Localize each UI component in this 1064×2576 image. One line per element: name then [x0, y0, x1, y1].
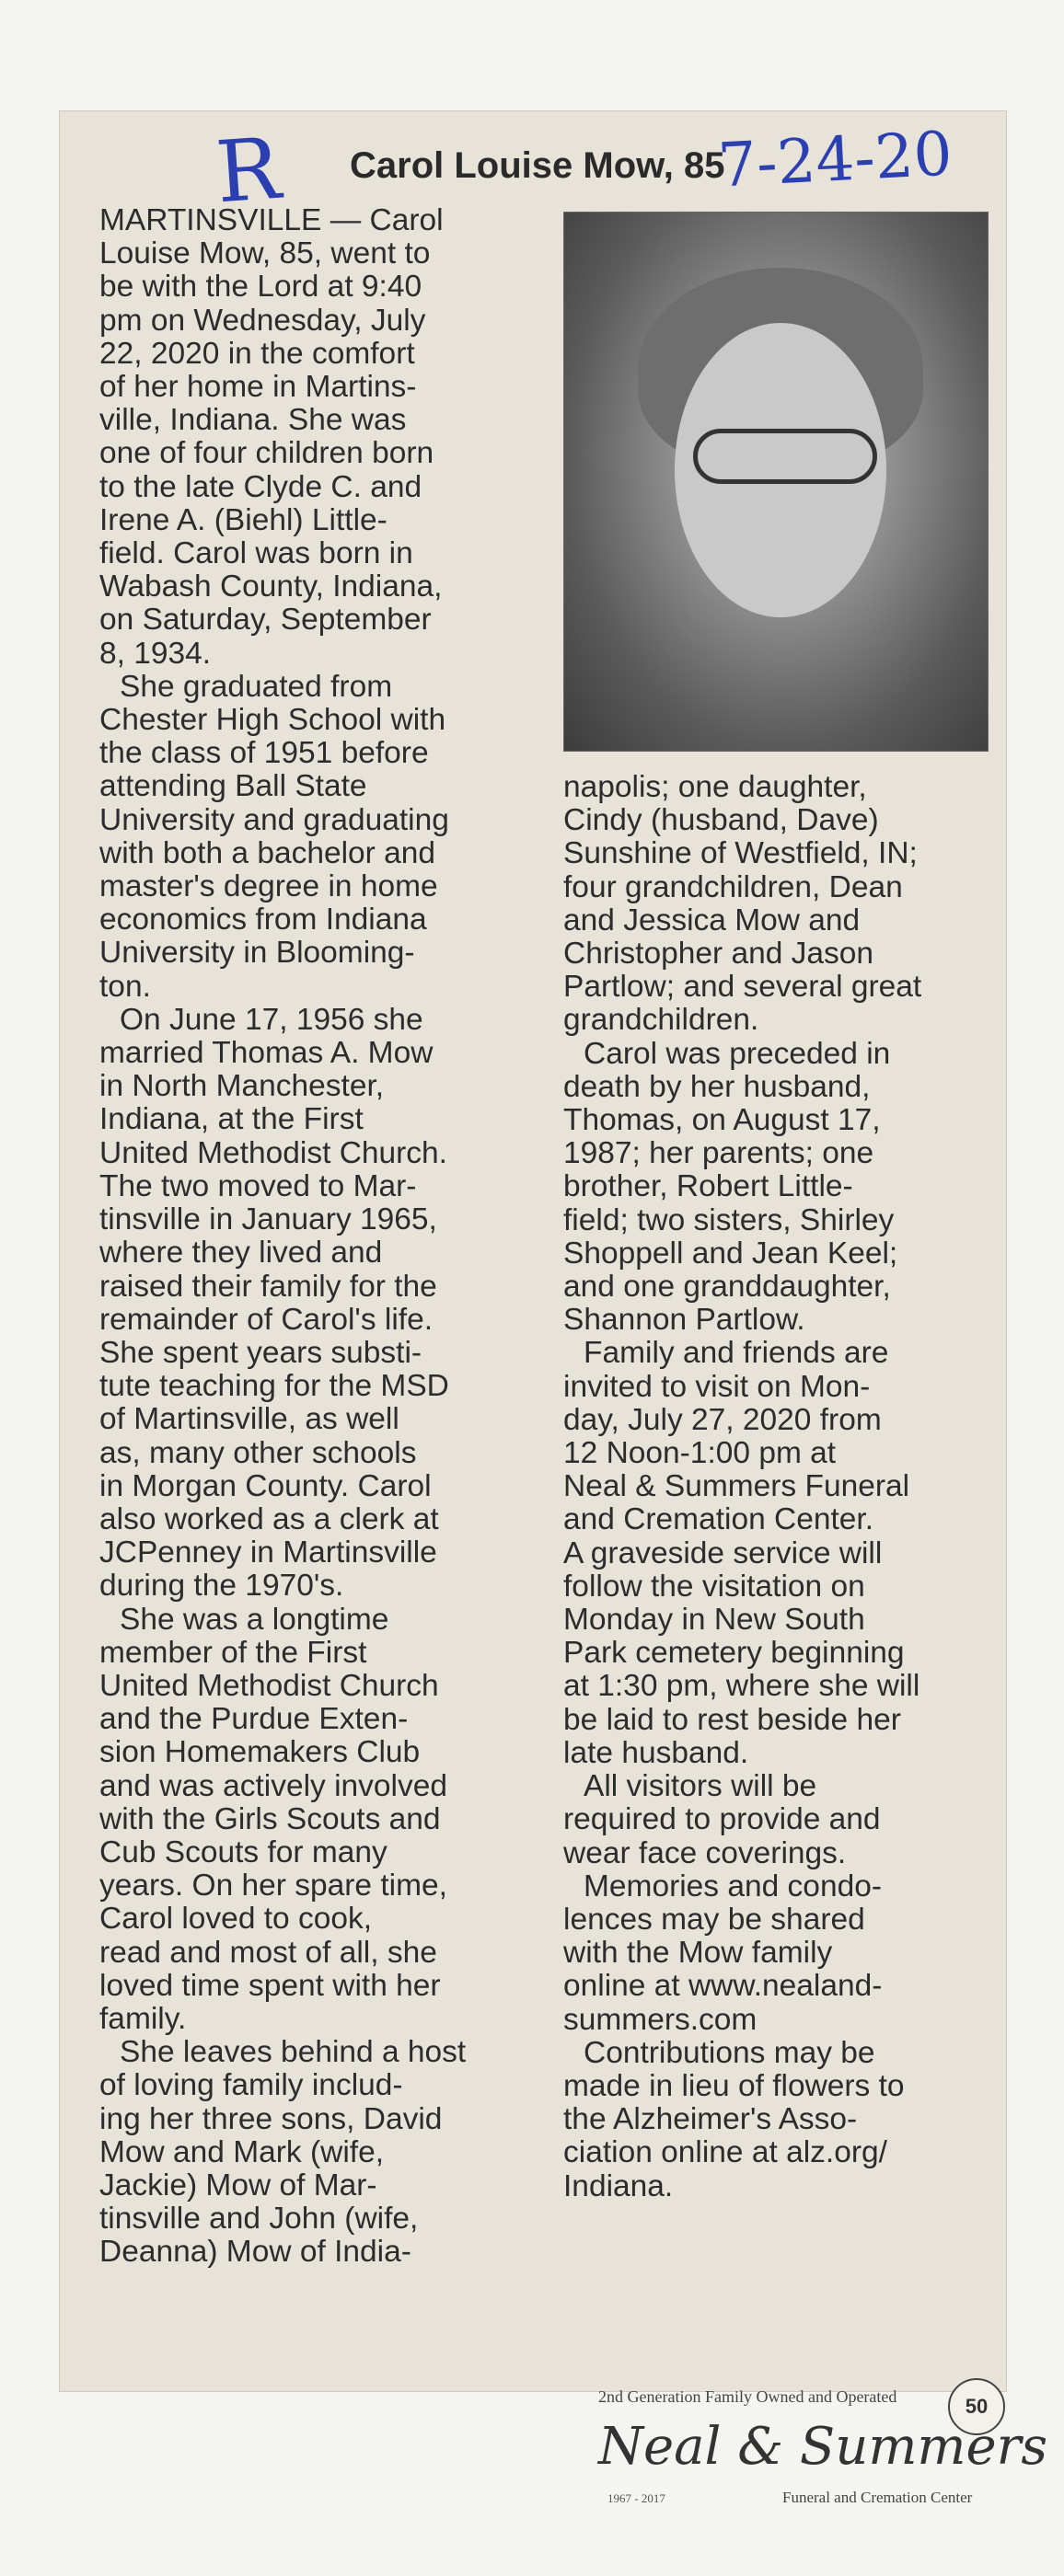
text-line: be laid to rest beside her	[563, 1702, 901, 1737]
text-line: death by her husband,	[563, 1069, 871, 1104]
text-line: also worked as a clerk at	[99, 1501, 439, 1536]
funeral-home-logo	[598, 2378, 1048, 2516]
text-line: summers.com	[563, 2002, 758, 2037]
text-line: and Cremation Center.	[563, 1502, 874, 1537]
text-line: University and graduating	[99, 802, 449, 837]
text-line: tute teaching for the MSD	[99, 1369, 449, 1404]
logo-name: Neal & Summers	[598, 2417, 1048, 2477]
text-line: the Alzheimer's Asso-	[563, 2102, 858, 2137]
text-line: with the Mow family	[563, 1936, 833, 1971]
text-line: 12 Noon-1:00 pm at	[563, 1436, 837, 1471]
text-line: with both a bachelor and	[99, 835, 436, 870]
text-line: member of the First	[99, 1635, 367, 1670]
text-line: married Thomas A. Mow	[99, 1036, 434, 1071]
text-line: Cub Scouts for many	[99, 1834, 387, 1869]
text-line: remainder of Carol's life.	[99, 1302, 434, 1337]
text-line: field. Carol was born in	[99, 536, 413, 571]
text-line: late husband.	[563, 1735, 749, 1770]
text-line: pm on Wednesday, July	[99, 303, 426, 338]
logo-years: 1967 - 2017	[607, 2491, 665, 2505]
text-line: where they lived and	[99, 1236, 383, 1271]
text-line: United Methodist Church	[99, 1668, 439, 1703]
logo-subtitle: Funeral and Cremation Center	[782, 2489, 973, 2506]
text-line: grandchildren.	[563, 1003, 759, 1038]
handwritten-initial: R	[213, 119, 283, 223]
handwritten-date: 7-24-20	[716, 118, 954, 201]
text-line: Mow and Mark (wife,	[99, 2134, 385, 2169]
text-line: field; two sisters, Shirley	[563, 1202, 895, 1237]
text-line: in Morgan County. Carol	[99, 1468, 432, 1503]
text-line: economics from Indiana	[99, 903, 427, 937]
text-line: Family and friends are	[584, 1336, 889, 1371]
text-line: University in Blooming-	[99, 936, 415, 971]
text-line: Shannon Partlow.	[563, 1303, 805, 1338]
text-line: wear face coverings.	[563, 1835, 847, 1870]
text-line: Shoppell and Jean Keel;	[563, 1236, 898, 1271]
text-line: The two moved to Mar-	[99, 1168, 417, 1203]
portrait-photo	[563, 212, 989, 752]
text-line: Chester High School with	[99, 703, 446, 738]
text-line: attending Ball State	[99, 769, 367, 804]
text-line: ville, Indiana. She was	[99, 403, 407, 438]
text-line: required to provide and	[563, 1802, 881, 1837]
text-line: and Jessica Mow and	[563, 903, 861, 937]
text-line: at 1:30 pm, where she will	[563, 1669, 920, 1704]
text-line: of her home in Martins-	[99, 370, 417, 405]
text-line: during the 1970's.	[99, 1569, 344, 1604]
text-line: On June 17, 1956 she	[120, 1002, 423, 1037]
text-line: She leaves behind a host	[120, 2035, 467, 2070]
text-line: and one granddaughter,	[563, 1270, 891, 1305]
text-line: follow the visitation on	[563, 1569, 865, 1604]
text-line: Partlow; and several great	[563, 970, 922, 1005]
text-line: four grandchildren, Dean	[563, 869, 903, 904]
text-line: tinsville in January 1965,	[99, 1202, 437, 1237]
text-line: 1987; her parents; one	[563, 1136, 874, 1171]
text-line: Jackie) Mow of Mar-	[99, 2168, 377, 2202]
text-line: and was actively involved	[99, 1768, 448, 1803]
text-line: United Methodist Church.	[99, 1135, 447, 1170]
text-line: as, many other schools	[99, 1435, 417, 1470]
text-line: Christopher and Jason	[563, 937, 874, 972]
text-line: A graveside service will	[563, 1535, 883, 1570]
anniversary-seal: 50	[948, 2378, 1005, 2435]
text-line: Neal & Summers Funeral	[563, 1469, 910, 1504]
text-line: 22, 2020 in the comfort	[99, 336, 415, 371]
text-line: napolis; one daughter,	[563, 770, 867, 804]
text-line: raised their family for the	[99, 1269, 437, 1304]
text-line: Sunshine of Westfield, IN;	[563, 836, 918, 871]
text-line: Park cemetery beginning	[563, 1636, 905, 1671]
text-line: read and most of all, she	[99, 1935, 437, 1970]
text-line: She graduated from	[120, 669, 393, 704]
text-line: of Martinsville, as well	[99, 1402, 399, 1437]
text-line: Monday in New South	[563, 1603, 865, 1638]
text-line: 8, 1934.	[99, 636, 212, 671]
text-line: All visitors will be	[584, 1769, 817, 1804]
text-line: ton.	[99, 969, 151, 1004]
text-line: in North Manchester,	[99, 1069, 385, 1104]
obituary-headline: Carol Louise Mow, 85	[350, 145, 725, 186]
text-line: master's degree in home	[99, 869, 438, 904]
text-line: one of four children born	[99, 436, 434, 471]
text-line: loved time spent with her	[99, 1968, 441, 2003]
text-line: on Saturday, September	[99, 603, 432, 638]
text-line: MARTINSVILLE — Carol	[99, 203, 444, 237]
text-line: Carol loved to cook,	[99, 1902, 373, 1937]
text-line: ing her three sons, David	[99, 2101, 443, 2136]
text-line: Wabash County, Indiana,	[99, 569, 443, 604]
text-line: Contributions may be	[584, 2035, 875, 2070]
text-line: Irene A. (Biehl) Little-	[99, 502, 387, 537]
logo-tagline: 2nd Generation Family Owned and Operated	[598, 2387, 897, 2406]
text-line: Deanna) Mow of India-	[99, 2235, 411, 2270]
text-line: brother, Robert Little-	[563, 1169, 853, 1204]
text-line: Indiana.	[563, 2168, 674, 2203]
text-line: Carol was preceded in	[584, 1036, 891, 1071]
text-line: She spent years substi-	[99, 1335, 422, 1370]
portrait-glasses	[693, 429, 877, 484]
text-line: with the Girls Scouts and	[99, 1801, 441, 1836]
text-line: online at www.nealand-	[563, 1969, 883, 2004]
left-text-column	[99, 204, 550, 2270]
text-line: lences may be shared	[563, 1902, 865, 1937]
text-line: JCPenney in Martinsville	[99, 1535, 437, 1570]
text-line: years. On her spare time,	[99, 1869, 447, 1903]
text-line: invited to visit on Mon-	[563, 1369, 871, 1404]
text-line: Louise Mow, 85, went to	[99, 236, 431, 271]
text-line: day, July 27, 2020 from	[563, 1402, 882, 1437]
text-line: be with the Lord at 9:40	[99, 270, 422, 305]
text-line: tinsville and John (wife,	[99, 2202, 419, 2237]
text-line: Indiana, at the First	[99, 1102, 364, 1137]
text-line: and the Purdue Exten-	[99, 1702, 409, 1737]
text-line: to the late Clyde C. and	[99, 469, 422, 504]
text-line: She was a longtime	[120, 1602, 389, 1637]
right-text-column	[563, 771, 996, 2203]
text-line: sion Homemakers Club	[99, 1735, 421, 1770]
text-line: Cindy (husband, Dave)	[563, 803, 879, 838]
text-line: Memories and condo-	[584, 1869, 882, 1903]
text-line: family.	[99, 2001, 187, 2036]
text-line: of loving family includ-	[99, 2068, 403, 2103]
text-line: made in lieu of flowers to	[563, 2068, 905, 2103]
text-line: the class of 1951 before	[99, 736, 429, 771]
text-line: ciation online at alz.org/	[563, 2135, 887, 2170]
text-line: Thomas, on August 17,	[563, 1103, 881, 1138]
